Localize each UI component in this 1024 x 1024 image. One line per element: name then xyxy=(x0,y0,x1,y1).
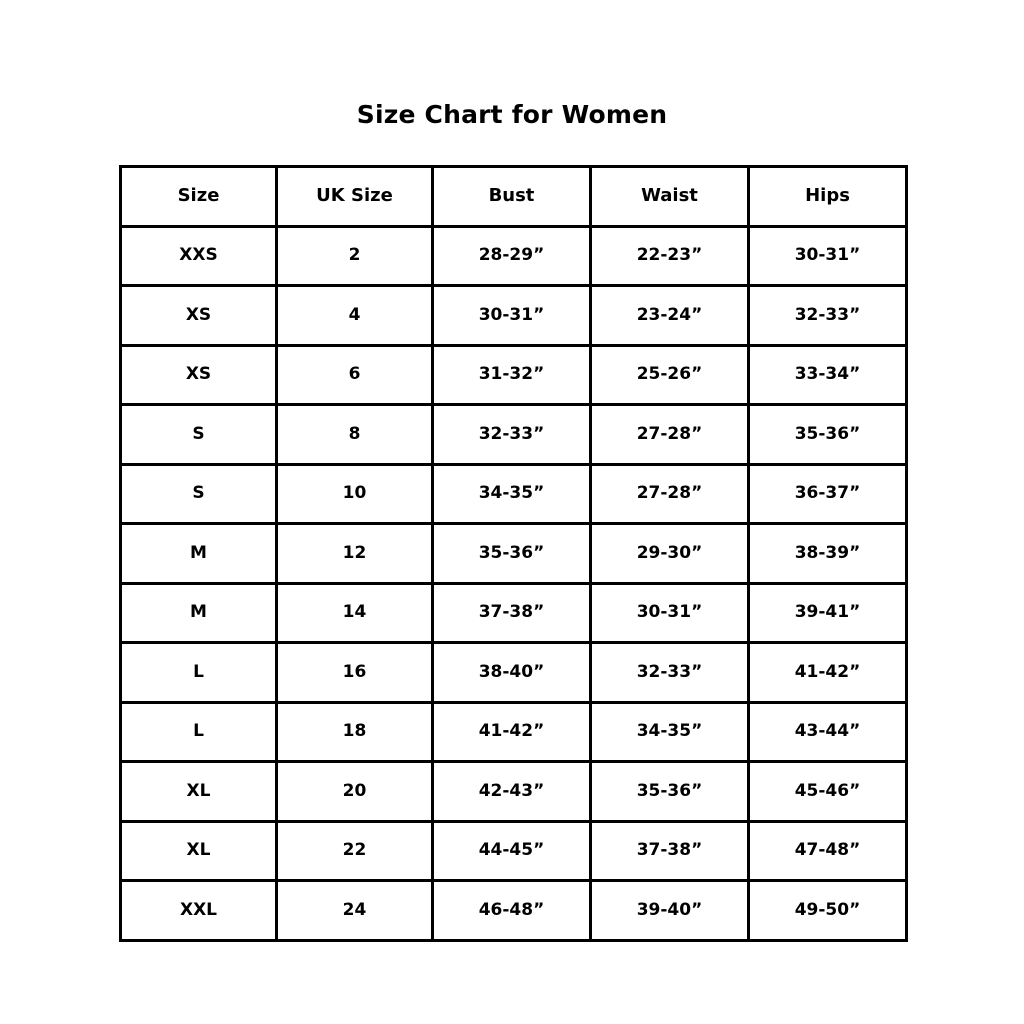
cell-hips: 43-44” xyxy=(749,702,907,762)
cell-uk-size: 16 xyxy=(277,643,433,703)
table-row xyxy=(121,821,907,881)
cell-waist: 29-30” xyxy=(591,524,749,584)
table-row xyxy=(121,345,907,405)
column-header-hips: Hips xyxy=(749,167,907,227)
cell-size: L xyxy=(121,643,277,703)
cell-hips: 30-31” xyxy=(749,226,907,286)
cell-size: XXS xyxy=(121,226,277,286)
table-row xyxy=(121,405,907,465)
cell-waist: 35-36” xyxy=(591,762,749,822)
column-header-uk-size: UK Size xyxy=(277,167,433,227)
page-title: Size Chart for Women xyxy=(356,100,668,129)
cell-size: XS xyxy=(121,286,277,346)
cell-waist: 25-26” xyxy=(591,345,749,405)
cell-bust: 41-42” xyxy=(433,702,591,762)
cell-bust: 31-32” xyxy=(433,345,591,405)
table-row xyxy=(121,762,907,822)
size-chart-table xyxy=(119,165,908,942)
cell-waist: 30-31” xyxy=(591,583,749,643)
cell-hips: 33-34” xyxy=(749,345,907,405)
cell-bust: 34-35” xyxy=(433,464,591,524)
table-header-row xyxy=(121,167,907,227)
cell-uk-size: 10 xyxy=(277,464,433,524)
cell-bust: 32-33” xyxy=(433,405,591,465)
cell-waist: 22-23” xyxy=(591,226,749,286)
cell-waist: 27-28” xyxy=(591,405,749,465)
cell-uk-size: 14 xyxy=(277,583,433,643)
cell-waist: 37-38” xyxy=(591,821,749,881)
cell-size: S xyxy=(121,464,277,524)
cell-size: M xyxy=(121,524,277,584)
table-row xyxy=(121,583,907,643)
cell-uk-size: 22 xyxy=(277,821,433,881)
cell-bust: 35-36” xyxy=(433,524,591,584)
table-row xyxy=(121,881,907,941)
table-row xyxy=(121,226,907,286)
cell-uk-size: 6 xyxy=(277,345,433,405)
table-header xyxy=(121,167,907,227)
cell-size: L xyxy=(121,702,277,762)
column-header-waist: Waist xyxy=(591,167,749,227)
table-row xyxy=(121,464,907,524)
cell-uk-size: 20 xyxy=(277,762,433,822)
cell-size: XS xyxy=(121,345,277,405)
cell-bust: 28-29” xyxy=(433,226,591,286)
cell-uk-size: 24 xyxy=(277,881,433,941)
cell-waist: 23-24” xyxy=(591,286,749,346)
cell-size: XL xyxy=(121,821,277,881)
cell-bust: 30-31” xyxy=(433,286,591,346)
column-header-size: Size xyxy=(121,167,277,227)
cell-hips: 39-41” xyxy=(749,583,907,643)
cell-waist: 34-35” xyxy=(591,702,749,762)
cell-hips: 32-33” xyxy=(749,286,907,346)
cell-hips: 35-36” xyxy=(749,405,907,465)
table-body xyxy=(121,226,907,940)
table-row xyxy=(121,702,907,762)
table-row xyxy=(121,286,907,346)
cell-bust: 38-40” xyxy=(433,643,591,703)
table-row xyxy=(121,524,907,584)
cell-size: S xyxy=(121,405,277,465)
table-row xyxy=(121,643,907,703)
cell-bust: 46-48” xyxy=(433,881,591,941)
cell-waist: 27-28” xyxy=(591,464,749,524)
cell-uk-size: 18 xyxy=(277,702,433,762)
cell-bust: 42-43” xyxy=(433,762,591,822)
column-header-bust: Bust xyxy=(433,167,591,227)
size-chart-table-wrapper xyxy=(119,165,905,942)
cell-uk-size: 2 xyxy=(277,226,433,286)
cell-hips: 38-39” xyxy=(749,524,907,584)
cell-size: XL xyxy=(121,762,277,822)
cell-bust: 44-45” xyxy=(433,821,591,881)
cell-size: M xyxy=(121,583,277,643)
cell-hips: 41-42” xyxy=(749,643,907,703)
cell-hips: 45-46” xyxy=(749,762,907,822)
cell-waist: 32-33” xyxy=(591,643,749,703)
cell-bust: 37-38” xyxy=(433,583,591,643)
cell-hips: 36-37” xyxy=(749,464,907,524)
cell-uk-size: 4 xyxy=(277,286,433,346)
cell-waist: 39-40” xyxy=(591,881,749,941)
cell-size: XXL xyxy=(121,881,277,941)
cell-uk-size: 12 xyxy=(277,524,433,584)
cell-uk-size: 8 xyxy=(277,405,433,465)
cell-hips: 47-48” xyxy=(749,821,907,881)
cell-hips: 49-50” xyxy=(749,881,907,941)
